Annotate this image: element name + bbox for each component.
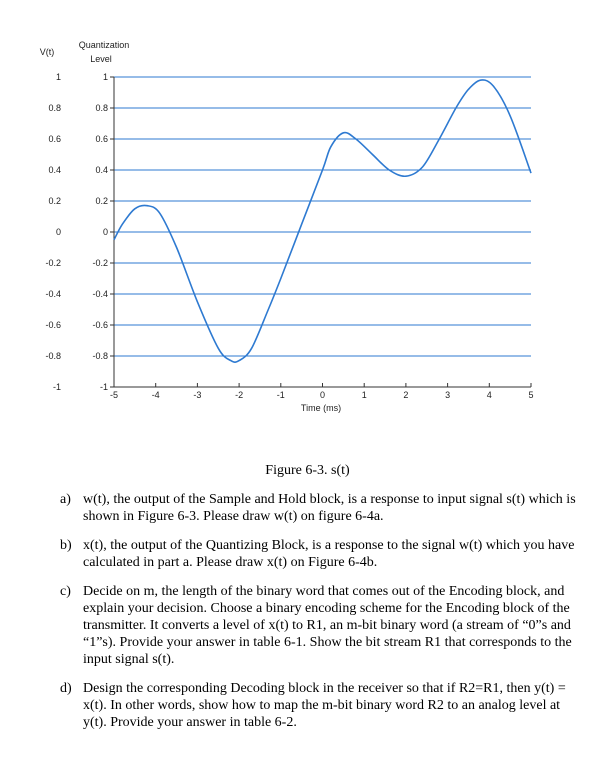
x-tick-label: 2 xyxy=(403,390,409,400)
question-a xyxy=(60,491,580,525)
x-tick-label: 4 xyxy=(486,390,492,400)
y-tick-label-right: 0 xyxy=(102,227,108,237)
y-ticks xyxy=(45,72,114,392)
y-tick-label-right: 0.4 xyxy=(95,165,108,175)
question-label: c) xyxy=(60,584,71,599)
question-text: Decide on m, the length of the binary word that comes out of the Encoding block, and explain your decision. Choose a binary encoding scheme for the Encoding block of the transmitter. It converts a level of x(t) to R1, an m-bit binary word (a stream of “0”s and “1”s). Provide your answer in table 6-1. Show the bit stream R1 that corresponds to the input signal s(t). xyxy=(83,584,572,667)
y-tick-label-right: -0.6 xyxy=(92,320,108,330)
y-tick-label-left: 1 xyxy=(55,72,61,82)
question-label: a) xyxy=(60,492,71,507)
question-text: w(t), the output of the Sample and Hold block, is a response to input signal s(t) which is shown in Figure 6-3. Please draw w(t) on figure 6-4a. xyxy=(83,492,576,524)
x-tick-label: -2 xyxy=(235,390,244,400)
y-tick-label-right: 1 xyxy=(102,72,108,82)
left-axis-title: V(t) xyxy=(39,47,55,57)
figure-caption: Figure 6-3. s(t) xyxy=(265,463,350,478)
question-list xyxy=(60,491,580,743)
x-ticks xyxy=(110,383,534,400)
y-tick-label-left: 0.8 xyxy=(48,103,61,113)
y-tick-label-left: 0 xyxy=(55,227,61,237)
x-tick-label: -3 xyxy=(193,390,202,400)
question-label: b) xyxy=(60,538,72,553)
question-text: x(t), the output of the Quantizing Block, is a response to the signal w(t) which you have calculated in part a. Please draw x(t) on Figure 6-4b. xyxy=(83,538,575,570)
x-tick-label: 3 xyxy=(445,390,451,400)
y-tick-label-left: 0.2 xyxy=(48,196,61,206)
x-tick-label: 1 xyxy=(361,390,367,400)
x-axis-title: Time (ms) xyxy=(300,403,342,413)
y-tick-label-right: 0.6 xyxy=(95,134,108,144)
y-tick-label-right: -0.4 xyxy=(92,289,108,299)
y-tick-label-left: -1 xyxy=(52,382,61,392)
question-c xyxy=(60,583,580,668)
y-tick-label-right: -0.8 xyxy=(92,351,108,361)
gridlines xyxy=(114,77,531,356)
question-d xyxy=(60,680,580,731)
x-tick-label: 5 xyxy=(528,390,534,400)
y-tick-label-left: 0.4 xyxy=(48,165,61,175)
y-tick-label-right: 0.8 xyxy=(95,103,108,113)
y-tick-label-right: 0.2 xyxy=(95,196,108,206)
y-tick-label-left: -0.2 xyxy=(45,258,61,268)
y-tick-label-right: -0.2 xyxy=(92,258,108,268)
y-tick-label-left: -0.6 xyxy=(45,320,61,330)
right-axis-title-line1: Quantization xyxy=(78,40,130,50)
x-tick-label: -1 xyxy=(276,390,285,400)
right-axis-title-line2: Level xyxy=(90,54,112,64)
x-tick-label: -4 xyxy=(151,390,160,400)
y-tick-label-right: -1 xyxy=(99,382,108,392)
question-b xyxy=(60,537,580,571)
question-label: d) xyxy=(60,681,72,696)
question-text: Design the corresponding Decoding block in the receiver so that if R2=R1, then y(t) = x(t). In other words, show how to map the m-bit binary word R2 to an analog level at y(t). Provide your answer in table 6-2. xyxy=(83,681,566,730)
x-tick-label: -5 xyxy=(109,390,119,400)
y-tick-label-left: -0.8 xyxy=(45,351,61,361)
y-tick-label-left: -0.4 xyxy=(45,289,61,299)
series-line xyxy=(114,80,531,362)
x-tick-label: 0 xyxy=(319,390,326,400)
y-tick-label-left: 0.6 xyxy=(48,134,61,144)
